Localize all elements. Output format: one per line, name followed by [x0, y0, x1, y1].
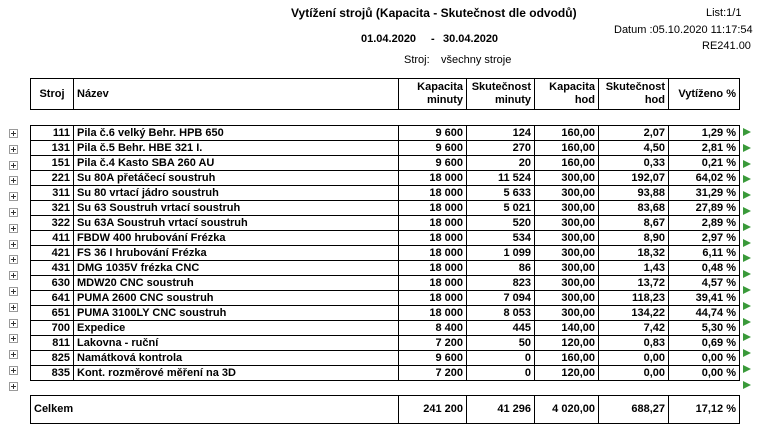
machine-id-cell: 630: [31, 276, 74, 291]
capacity-minutes-cell: 18 000: [399, 246, 467, 261]
total-actual-minutes: 41 296: [467, 396, 535, 424]
expand-row-icon[interactable]: [9, 161, 18, 170]
actual-hours-cell: 192,07: [599, 171, 669, 186]
table-row[interactable]: [31, 156, 740, 171]
actual-minutes-cell: 50: [467, 336, 535, 351]
utilization-cell: 2,89 %: [669, 216, 740, 231]
machine-name-cell: Lakovna - ruční: [74, 336, 399, 351]
table-row[interactable]: [31, 201, 740, 216]
machine-id-cell: 321: [31, 201, 74, 216]
capacity-hours-cell: 120,00: [535, 366, 599, 381]
expand-row-icon[interactable]: [9, 176, 18, 185]
capacity-minutes-cell: 9 600: [399, 156, 467, 171]
machine-name-cell: Su 80A přetáčecí soustruh: [74, 171, 399, 186]
capacity-minutes-cell: 8 400: [399, 321, 467, 336]
actual-minutes-cell: 270: [467, 141, 535, 156]
capacity-minutes-cell: 7 200: [399, 366, 467, 381]
table-row[interactable]: [31, 126, 740, 141]
actual-hours-cell: 2,07: [599, 126, 669, 141]
utilization-cell: 0,00 %: [669, 351, 740, 366]
capacity-hours-cell: 160,00: [535, 126, 599, 141]
capacity-minutes-cell: 9 600: [399, 351, 467, 366]
table-row[interactable]: [31, 171, 740, 186]
table-row[interactable]: [31, 231, 740, 246]
row-detail-arrow-icon[interactable]: [743, 254, 751, 262]
actual-minutes-cell: 7 094: [467, 291, 535, 306]
actual-minutes-cell: 0: [467, 351, 535, 366]
machine-name-cell: FS 36 I hrubování Frézka: [74, 246, 399, 261]
row-detail-arrow-icon[interactable]: [743, 333, 751, 341]
capacity-minutes-cell: 7 200: [399, 336, 467, 351]
capacity-minutes-cell: 18 000: [399, 306, 467, 321]
capacity-minutes-cell: 18 000: [399, 216, 467, 231]
expand-row-icon[interactable]: [9, 129, 18, 138]
actual-minutes-cell: 445: [467, 321, 535, 336]
capacity-hours-cell: 160,00: [535, 156, 599, 171]
table-row[interactable]: [31, 141, 740, 156]
actual-minutes-cell: 520: [467, 216, 535, 231]
report-datetime: Datum :05.10.2020 11:17:54: [614, 24, 753, 36]
table-row[interactable]: [31, 336, 740, 351]
row-detail-arrow-icon[interactable]: [743, 144, 751, 152]
expand-row-icon[interactable]: [9, 287, 18, 296]
machine-name-cell: Kont. rozměrové měření na 3D: [74, 366, 399, 381]
capacity-minutes-cell: 18 000: [399, 231, 467, 246]
capacity-hours-cell: 300,00: [535, 276, 599, 291]
capacity-minutes-cell: 18 000: [399, 201, 467, 216]
row-detail-arrow-icon[interactable]: [743, 381, 751, 389]
capacity-minutes-cell: 18 000: [399, 291, 467, 306]
capacity-hours-cell: 160,00: [535, 141, 599, 156]
capacity-hours-cell: 300,00: [535, 306, 599, 321]
machine-id-cell: 421: [31, 246, 74, 261]
actual-minutes-cell: 0: [467, 366, 535, 381]
table-row[interactable]: [31, 246, 740, 261]
machine-name-cell: PUMA 2600 CNC soustruh: [74, 291, 399, 306]
expand-row-icon[interactable]: [9, 319, 18, 328]
actual-hours-cell: 7,42: [599, 321, 669, 336]
expand-row-icon[interactable]: [9, 271, 18, 280]
expand-row-icon[interactable]: [9, 240, 18, 249]
actual-minutes-cell: 534: [467, 231, 535, 246]
actual-minutes-cell: 5 633: [467, 186, 535, 201]
actual-hours-cell: 13,72: [599, 276, 669, 291]
report-title: Vytížení strojů (Kapacita - Skutečnost dle odvodů): [291, 6, 577, 20]
total-label: Celkem: [31, 396, 399, 424]
col-header-capacity-hours[interactable]: Kapacita hod: [535, 79, 599, 110]
actual-hours-cell: 118,23: [599, 291, 669, 306]
capacity-minutes-cell: 18 000: [399, 276, 467, 291]
actual-hours-cell: 0,00: [599, 351, 669, 366]
table-row[interactable]: [31, 291, 740, 306]
actual-minutes-cell: 86: [467, 261, 535, 276]
table-row[interactable]: [31, 261, 740, 276]
utilization-cell: 27,89 %: [669, 201, 740, 216]
row-detail-arrow-icon[interactable]: [743, 207, 751, 215]
row-detail-arrow-icon[interactable]: [743, 128, 751, 136]
row-detail-arrow-icon[interactable]: [743, 318, 751, 326]
utilization-cell: 2,81 %: [669, 141, 740, 156]
utilization-cell: 0,69 %: [669, 336, 740, 351]
total-actual-hours: 688,27: [599, 396, 669, 424]
table-row[interactable]: [31, 306, 740, 321]
expand-row-icon[interactable]: [9, 255, 18, 264]
machine-name-cell: DMG 1035V frézka CNC: [74, 261, 399, 276]
expand-row-icon[interactable]: [9, 224, 18, 233]
table-header: [30, 78, 740, 110]
expand-row-icon[interactable]: [9, 145, 18, 154]
machine-name-cell: Su 63 Soustruh vrtací soustruh: [74, 201, 399, 216]
machine-id-cell: 411: [31, 231, 74, 246]
page-indicator: List:1/1: [706, 7, 742, 19]
actual-hours-cell: 1,43: [599, 261, 669, 276]
col-header-actual-minutes[interactable]: Skutečnost minuty: [467, 79, 535, 110]
expand-row-icon[interactable]: [9, 192, 18, 201]
capacity-hours-cell: 160,00: [535, 351, 599, 366]
actual-hours-cell: 0,83: [599, 336, 669, 351]
capacity-minutes-cell: 18 000: [399, 171, 467, 186]
machine-filter-label: Stroj:: [404, 54, 430, 66]
col-header-utilization[interactable]: Vytíženo %: [669, 79, 740, 110]
actual-hours-cell: 8,90: [599, 231, 669, 246]
machine-id-cell: 322: [31, 216, 74, 231]
utilization-cell: 4,57 %: [669, 276, 740, 291]
row-detail-arrow-icon[interactable]: [743, 175, 751, 183]
date-to: 30.04.2020: [443, 33, 499, 45]
machine-id-cell: 811: [31, 336, 74, 351]
row-detail-arrow-icon[interactable]: [743, 349, 751, 357]
report-code: RE241.00: [702, 40, 751, 52]
actual-hours-cell: 0,00: [599, 366, 669, 381]
table-row[interactable]: [31, 351, 740, 366]
utilization-cell: 0,21 %: [669, 156, 740, 171]
table-body: [30, 125, 740, 381]
capacity-minutes-cell: 18 000: [399, 261, 467, 276]
utilization-cell: 0,00 %: [669, 366, 740, 381]
capacity-hours-cell: 120,00: [535, 336, 599, 351]
machine-name-cell: Su 80 vrtací jádro soustruh: [74, 186, 399, 201]
actual-minutes-cell: 8 053: [467, 306, 535, 321]
col-header-actual-hours[interactable]: Skutečnost hod: [599, 79, 669, 110]
capacity-minutes-cell: 9 600: [399, 141, 467, 156]
machine-name-cell: FBDW 400 hrubování Frézka: [74, 231, 399, 246]
utilization-cell: 5,30 %: [669, 321, 740, 336]
machine-name-cell: Su 63A Soustruh vrtací soustruh: [74, 216, 399, 231]
row-detail-arrow-icon[interactable]: [743, 191, 751, 199]
machine-name-cell: Pila č.5 Behr. HBE 321 I.: [74, 141, 399, 156]
capacity-hours-cell: 300,00: [535, 216, 599, 231]
total-capacity-minutes: 241 200: [399, 396, 467, 424]
col-header-capacity-minutes[interactable]: Kapacita minuty: [399, 79, 467, 110]
table-row[interactable]: [31, 186, 740, 201]
col-header-machine[interactable]: Stroj: [31, 79, 74, 110]
table-row[interactable]: [31, 366, 740, 381]
row-detail-arrow-icon[interactable]: [743, 270, 751, 278]
row-detail-arrow-icon[interactable]: [743, 239, 751, 247]
machine-name-cell: Pila č.4 Kasto SBA 260 AU: [74, 156, 399, 171]
actual-minutes-cell: 20: [467, 156, 535, 171]
actual-hours-cell: 0,33: [599, 156, 669, 171]
machine-id-cell: 700: [31, 321, 74, 336]
utilization-cell: 1,29 %: [669, 126, 740, 141]
capacity-hours-cell: 300,00: [535, 246, 599, 261]
expand-row-icon[interactable]: [9, 334, 18, 343]
col-header-name[interactable]: Název: [74, 79, 399, 110]
row-detail-arrow-icon[interactable]: [743, 286, 751, 294]
machine-id-cell: 111: [31, 126, 74, 141]
actual-hours-cell: 18,32: [599, 246, 669, 261]
actual-hours-cell: 4,50: [599, 141, 669, 156]
expand-row-icon[interactable]: [9, 366, 18, 375]
actual-hours-cell: 8,67: [599, 216, 669, 231]
expand-row-icon[interactable]: [9, 350, 18, 359]
capacity-hours-cell: 300,00: [535, 171, 599, 186]
utilization-cell: 44,74 %: [669, 306, 740, 321]
actual-minutes-cell: 11 524: [467, 171, 535, 186]
utilization-cell: 0,48 %: [669, 261, 740, 276]
machine-id-cell: 311: [31, 186, 74, 201]
machine-id-cell: 221: [31, 171, 74, 186]
utilization-cell: 64,02 %: [669, 171, 740, 186]
row-detail-arrow-icon[interactable]: [743, 160, 751, 168]
capacity-hours-cell: 140,00: [535, 321, 599, 336]
machine-id-cell: 641: [31, 291, 74, 306]
machine-id-cell: 431: [31, 261, 74, 276]
utilization-cell: 39,41 %: [669, 291, 740, 306]
machine-id-cell: 131: [31, 141, 74, 156]
machine-name-cell: PUMA 3100LY CNC soustruh: [74, 306, 399, 321]
table-total: [30, 395, 740, 424]
actual-hours-cell: 134,22: [599, 306, 669, 321]
row-detail-arrow-icon[interactable]: [743, 223, 751, 231]
actual-hours-cell: 83,68: [599, 201, 669, 216]
date-separator: -: [431, 33, 435, 45]
actual-minutes-cell: 124: [467, 126, 535, 141]
capacity-hours-cell: 300,00: [535, 231, 599, 246]
capacity-minutes-cell: 18 000: [399, 186, 467, 201]
date-from: 01.04.2020: [361, 33, 417, 45]
utilization-cell: 31,29 %: [669, 186, 740, 201]
actual-minutes-cell: 1 099: [467, 246, 535, 261]
machine-id-cell: 651: [31, 306, 74, 321]
total-utilization: 17,12 %: [669, 396, 740, 424]
utilization-cell: 2,97 %: [669, 231, 740, 246]
expand-row-icon[interactable]: [9, 382, 18, 391]
table-row[interactable]: [31, 216, 740, 231]
machine-id-cell: 835: [31, 366, 74, 381]
machine-filter-value: všechny stroje: [441, 54, 512, 66]
row-detail-arrow-icon[interactable]: [743, 302, 751, 310]
total-row: [31, 396, 740, 424]
actual-minutes-cell: 5 021: [467, 201, 535, 216]
capacity-hours-cell: 300,00: [535, 261, 599, 276]
machine-id-cell: 825: [31, 351, 74, 366]
expand-row-icon[interactable]: [9, 208, 18, 217]
table-row[interactable]: [31, 321, 740, 336]
capacity-hours-cell: 300,00: [535, 186, 599, 201]
machine-id-cell: 151: [31, 156, 74, 171]
capacity-hours-cell: 300,00: [535, 291, 599, 306]
row-detail-arrow-icon[interactable]: [743, 365, 751, 373]
machine-name-cell: Namátková kontrola: [74, 351, 399, 366]
total-capacity-hours: 4 020,00: [535, 396, 599, 424]
utilization-cell: 6,11 %: [669, 246, 740, 261]
actual-hours-cell: 93,88: [599, 186, 669, 201]
capacity-minutes-cell: 9 600: [399, 126, 467, 141]
expand-row-icon[interactable]: [9, 303, 18, 312]
table-row[interactable]: [31, 276, 740, 291]
machine-name-cell: Expedice: [74, 321, 399, 336]
actual-minutes-cell: 823: [467, 276, 535, 291]
capacity-hours-cell: 300,00: [535, 201, 599, 216]
machine-name-cell: Pila č.6 velký Behr. HPB 650: [74, 126, 399, 141]
machine-name-cell: MDW20 CNC soustruh: [74, 276, 399, 291]
